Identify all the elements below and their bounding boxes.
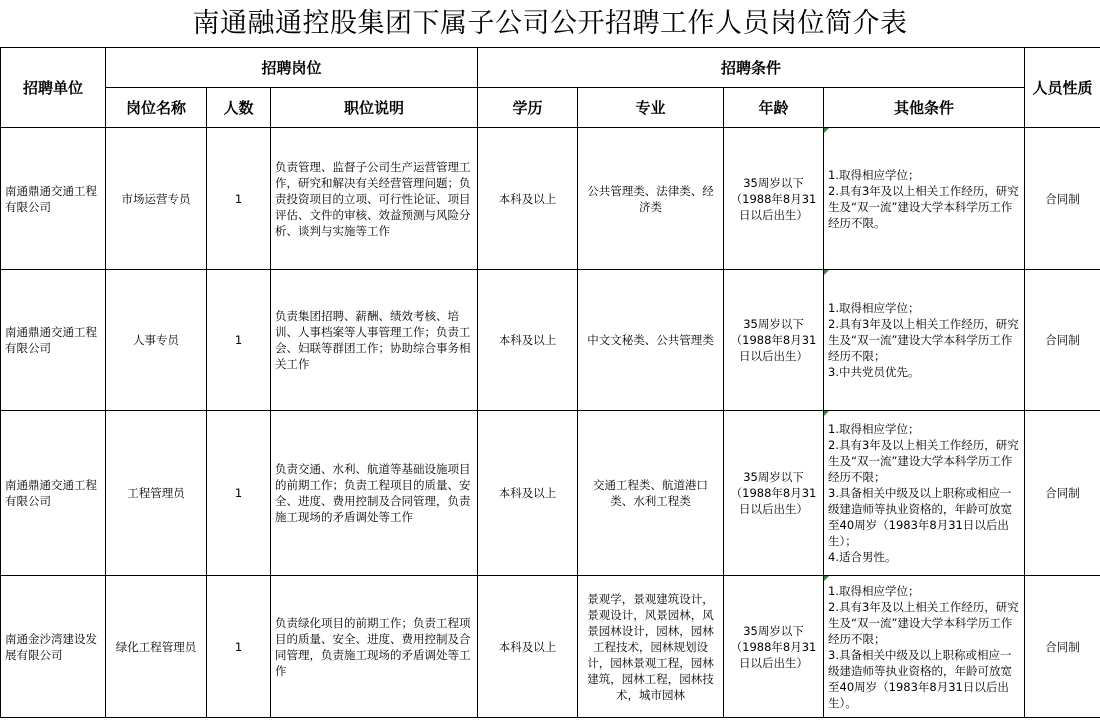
other-condition: 2.具有3年及以上相关工作经历，研究生及“双一流”建设大学本科学历工作经历不限。: [828, 183, 1019, 230]
header-position-group: 招聘岗位: [106, 48, 478, 88]
other-condition: 2.具有3年及以上相关工作经历，研究生及“双一流”建设大学本科学历工作经历不限；: [828, 438, 1019, 484]
cell-type: 合同制: [1025, 411, 1100, 576]
cell-major: 交通工程类、航道港口类、水利工程类: [578, 411, 724, 576]
cell-count: 1: [207, 128, 271, 270]
document-title: 南通融通控股集团下属子公司公开招聘工作人员岗位简介表: [192, 8, 908, 39]
cell-description: [271, 411, 478, 576]
header-personnel-type: 人员性质: [1025, 48, 1100, 128]
table-row: [1, 411, 1100, 576]
cell-age: 35周岁以下（1988年8月31日以后出生）: [724, 270, 824, 411]
description-text: 负责集团招聘、薪酬、绩效考核、培训、人事档案等人事管理工作；负责工会、妇联等群团工作；协助综合事务相关工作: [275, 309, 471, 371]
cell-type: 合同制: [1025, 576, 1100, 718]
other-condition: 1.取得相应学位；: [828, 583, 920, 598]
header-count: 人数: [207, 88, 271, 128]
header-other: 其他条件: [824, 88, 1025, 128]
cell-other: [824, 128, 1025, 270]
cell-education: 本科及以上: [478, 411, 578, 576]
other-condition: 3.具备相关中级及以上职称或相应一级建造师等执业资格的，年龄可放宽至40周岁（1983年8月31日以后出生）。: [828, 647, 1013, 710]
description-text: 负责交通、水利、航道等基础设施项目的前期工作；负责工程项目的质量、安全、进度、费用控制及合同管理，负责施工现场的矛盾调处等工作: [275, 462, 471, 524]
header-major: 专业: [578, 88, 724, 128]
cell-other: [824, 411, 1025, 576]
cell-major: 中文文秘类、公共管理类: [578, 270, 724, 411]
cell-education: 本科及以上: [478, 270, 578, 411]
other-condition: 3.具备相关中级及以上职称或相应一级建造师等执业资格的，年龄可放宽至40周岁（1983年8月31日以后出生）；: [828, 486, 1013, 548]
other-condition: 2.具有3年及以上相关工作经历，研究生及“双一流”建设大学本科学历工作经历不限；: [828, 317, 1019, 363]
description-text: 负责绿化项目的前期工作；负责工程项目的质量、安全、进度、费用控制及合同管理，负责施工现场的矛盾调处等工作: [275, 615, 471, 678]
cell-unit: 南通鼎通交通工程有限公司: [1, 270, 106, 411]
cell-count: 1: [207, 270, 271, 411]
table-row: [1, 576, 1100, 718]
cell-count: 1: [207, 411, 271, 576]
cell-description: [271, 128, 478, 270]
header-row-sub: [1, 88, 1100, 128]
cell-age: 35周岁以下（1988年8月31日以后出生）: [724, 411, 824, 576]
header-education: 学历: [478, 88, 578, 128]
cell-position: 绿化工程管理员: [106, 576, 207, 718]
cell-unit: 南通鼎通交通工程有限公司: [1, 411, 106, 576]
header-requirements-group: 招聘条件: [478, 48, 1025, 88]
description-text: 负责管理、监督子公司生产运营管理工作，研究和解决有关经营管理问题；负责投资项目的立项、可行性论证、项目评估、文件的审核、效益预测与风险分析、谈判与实施等工作: [275, 159, 471, 238]
header-description: 职位说明: [271, 88, 478, 128]
cell-age: 35周岁以下（1988年8月31日以后出生）: [724, 128, 824, 270]
table-row: [1, 270, 1100, 411]
header-row-top: [1, 48, 1100, 88]
cell-description: [271, 576, 478, 718]
other-condition: 4.适合男性。: [828, 550, 897, 564]
cell-position: 市场运营专员: [106, 128, 207, 270]
cell-type: 合同制: [1025, 128, 1100, 270]
cell-description: [271, 270, 478, 411]
cell-major: 景观学，景观建筑设计，景观设计，风景园林，风景园林设计，园林，园林工程技术，园林规划设计，园林景观工程，园林建筑，园林工程，园林技术，城市园林: [578, 576, 724, 718]
cell-type: 合同制: [1025, 270, 1100, 411]
cell-unit: 南通鼎通交通工程有限公司: [1, 128, 106, 270]
other-condition: 1.取得相应学位；: [828, 422, 920, 436]
table-row: [1, 128, 1100, 270]
other-condition: 3.中共党员优先。: [828, 365, 920, 379]
header-unit: 招聘单位: [1, 48, 106, 128]
cell-education: 本科及以上: [478, 128, 578, 270]
cell-position: 人事专员: [106, 270, 207, 411]
cell-major: 公共管理类、法律类、经济类: [578, 128, 724, 270]
other-condition: 2.具有3年及以上相关工作经历，研究生及“双一流”建设大学本科学历工作经历不限；: [828, 599, 1019, 646]
other-condition: 1.取得相应学位；: [828, 167, 920, 182]
header-position-name: 岗位名称: [106, 88, 207, 128]
other-condition: 1.取得相应学位；: [828, 301, 920, 315]
cell-other: [824, 270, 1025, 411]
cell-other: [824, 576, 1025, 718]
cell-age: 35周岁以下（1988年8月31日以后出生）: [724, 576, 824, 718]
cell-unit: 南通金沙湾建设发展有限公司: [1, 576, 106, 718]
positions-table: [0, 47, 1100, 718]
cell-position: 工程管理员: [106, 411, 207, 576]
cell-count: 1: [207, 576, 271, 718]
cell-education: 本科及以上: [478, 576, 578, 718]
header-age: 年龄: [724, 88, 824, 128]
